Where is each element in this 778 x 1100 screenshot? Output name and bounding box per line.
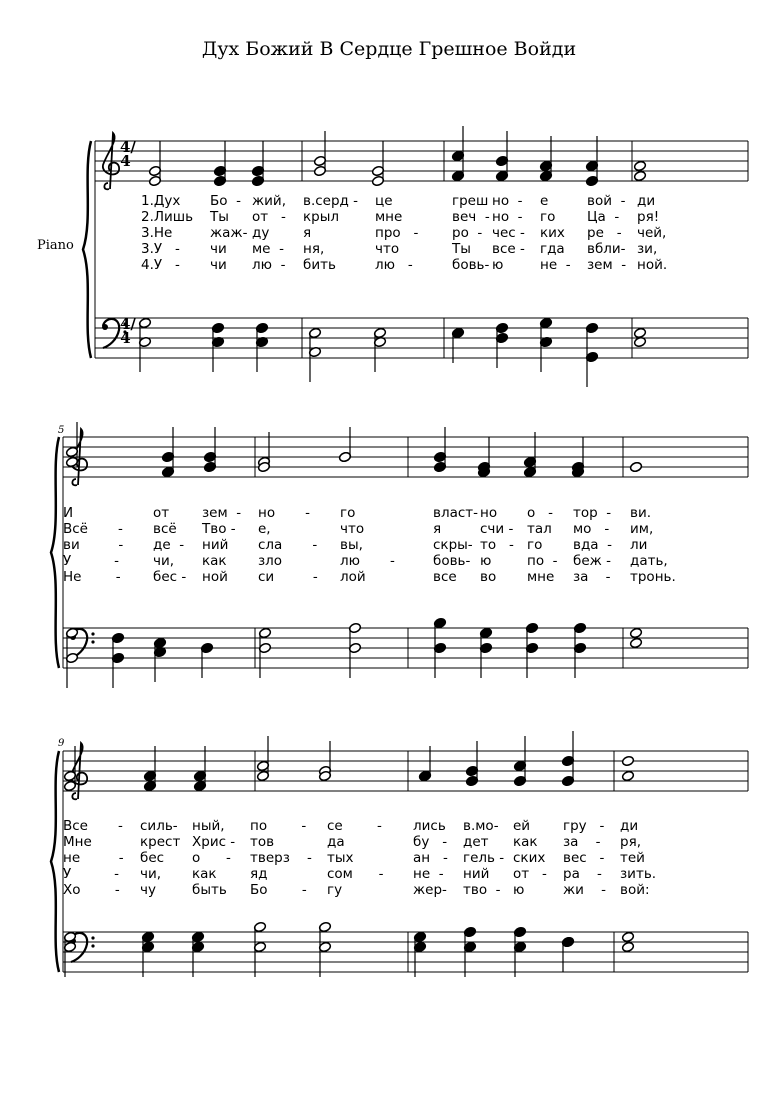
lyric-syllable: лой	[340, 569, 366, 585]
lyric-syllable: чи,	[153, 553, 175, 569]
lyric-syllable: Не -	[63, 569, 121, 585]
lyric-syllable: лись	[413, 818, 446, 834]
lyric-syllable: Мне	[63, 834, 92, 850]
lyric-syllable: го	[540, 209, 556, 225]
lyric-syllable: в.серд -	[303, 193, 359, 209]
lyric-syllable: от -	[513, 866, 547, 882]
lyric-syllable: Ты	[210, 209, 229, 225]
lyric-syllable: гру -	[563, 818, 605, 834]
lyric-syllable: жаж-	[210, 225, 248, 241]
lyric-syllable: быть	[192, 882, 227, 898]
brace	[51, 437, 59, 668]
lyric-syllable: чу	[140, 882, 156, 898]
lyric-syllable: но -	[258, 505, 310, 521]
lyric-syllable: ю	[513, 882, 525, 898]
measure-number: 5	[58, 425, 65, 436]
notehead	[629, 627, 642, 638]
lyric-syllable: бес -	[153, 569, 187, 585]
lyric-syllable: ю	[492, 257, 504, 273]
lyric-syllable: 3.Не	[141, 225, 173, 241]
lyric-syllable: вбли-	[587, 241, 626, 257]
lyric-syllable: всё	[153, 521, 177, 537]
lyric-syllable: ной	[202, 569, 228, 585]
instrument-label: Piano	[37, 238, 74, 253]
lyric-syllable: в.мо-	[463, 818, 499, 834]
lyric-syllable: Бо -	[210, 193, 241, 209]
lyric-syllable: ви.	[630, 505, 652, 521]
lyric-syllable: мне	[527, 569, 555, 585]
lyric-syllable: жий,	[252, 193, 287, 209]
lyric-syllable: го	[527, 537, 543, 553]
lyric-syllable: сла -	[258, 537, 318, 553]
lyric-syllable: ди	[620, 818, 639, 834]
lyric-syllable: 1.Дух	[141, 193, 181, 209]
brace	[83, 141, 91, 358]
lyric-syllable: тво -	[463, 882, 501, 898]
lyric-syllable: Хрис -	[192, 834, 236, 850]
lyric-syllable: за -	[573, 569, 611, 585]
lyric-syllable: греш	[452, 193, 489, 209]
bass-clef-dot	[91, 632, 94, 635]
lyric-syllable: чи,	[140, 866, 162, 882]
lyric-syllable: ли	[630, 537, 648, 553]
lyric-syllable: то -	[480, 537, 514, 553]
lyric-syllable: бу -	[413, 834, 448, 850]
lyric-syllable: яд	[250, 866, 268, 882]
lyric-syllable: ме -	[252, 241, 284, 257]
lyric-syllable: но -	[492, 209, 523, 225]
lyric-syllable: ра -	[563, 866, 602, 882]
lyric-syllable: бовь-	[452, 257, 490, 273]
lyric-syllable: лю -	[340, 553, 395, 569]
time-signature-bass: 4/4	[120, 315, 136, 347]
lyric-syllable: зить.	[620, 866, 657, 882]
notehead	[633, 327, 646, 338]
lyric-syllable: я	[303, 225, 312, 241]
lyric-syllable: ря!	[637, 209, 660, 225]
lyric-syllable: зи,	[637, 241, 658, 257]
time-signature-treble: 4/4	[120, 138, 136, 170]
lyric-syllable: Всё -	[63, 521, 123, 537]
lyric-syllable: зем -	[202, 505, 242, 521]
lyric-syllable: ских	[513, 850, 546, 866]
lyric-syllable: о -	[192, 850, 231, 866]
lyric-syllable: все	[433, 569, 457, 585]
lyric-syllable: от	[153, 505, 170, 521]
lyric-syllable: вес -	[563, 850, 605, 866]
lyric-syllable: сом -	[327, 866, 384, 882]
lyric-syllable: по -	[250, 818, 307, 834]
lyric-syllable: бовь-	[433, 553, 471, 569]
lyric-syllable: ви -	[63, 537, 124, 553]
notehead	[629, 637, 642, 648]
lyric-syllable: жи -	[563, 882, 606, 898]
lyric-syllable: скры-	[433, 537, 473, 553]
lyric-syllable: дет	[463, 834, 489, 850]
lyric-syllable: ре -	[587, 225, 622, 241]
notehead	[633, 170, 646, 181]
lyric-syllable: бес	[140, 850, 165, 866]
lyric-syllable: Ты	[452, 241, 471, 257]
lyric-syllable: де -	[153, 537, 185, 553]
lyric-syllable: счи -	[480, 521, 514, 537]
lyric-syllable: не -	[63, 850, 124, 866]
lyric-syllable: не -	[540, 257, 571, 273]
lyric-syllable: ан -	[413, 850, 448, 866]
lyric-syllable: лю -	[252, 257, 286, 273]
lyric-syllable: Бо -	[250, 882, 307, 898]
lyric-syllable: от -	[252, 209, 286, 225]
lyric-syllable: це	[375, 193, 393, 209]
lyric-syllable: тверз -	[250, 850, 312, 866]
lyric-syllable: тал	[527, 521, 552, 537]
lyric-syllable: да	[327, 834, 345, 850]
lyric-syllable: Хо -	[63, 882, 120, 898]
lyric-syllable: гда	[540, 241, 565, 257]
lyric-syllable: мне	[375, 209, 403, 225]
notehead	[633, 160, 646, 171]
lyric-syllable: все -	[492, 241, 525, 257]
lyric-syllable: тых	[327, 850, 354, 866]
lyric-syllable: У -	[63, 553, 120, 569]
lyric-syllable: мо -	[573, 521, 610, 537]
lyric-syllable: ний	[202, 537, 229, 553]
lyric-syllable: за -	[563, 834, 601, 850]
lyric-syllable: как	[202, 553, 227, 569]
notehead	[621, 755, 634, 766]
lyric-syllable: тронь.	[630, 569, 676, 585]
lyric-syllable: бить	[303, 257, 336, 273]
lyric-syllable: крыл	[303, 209, 340, 225]
lyric-syllable: чес -	[492, 225, 525, 241]
score-title: Дух Божий В Сердце Грешное Войди	[201, 38, 577, 60]
lyric-syllable: им,	[630, 521, 654, 537]
lyric-syllable: но	[480, 505, 498, 521]
lyric-syllable: ря,	[620, 834, 641, 850]
lyric-syllable: о -	[527, 505, 554, 521]
lyric-syllable: тов	[250, 834, 275, 850]
lyric-syllable: тор -	[573, 505, 612, 521]
lyric-syllable: зем -	[587, 257, 627, 273]
bass-clef-icon	[103, 319, 119, 348]
lyric-syllable: по -	[527, 553, 558, 569]
lyric-syllable: ной.	[637, 257, 668, 273]
brace	[51, 751, 59, 972]
lyric-syllable: чи	[210, 241, 227, 257]
lyric-syllable: не -	[413, 866, 444, 882]
notehead	[621, 770, 634, 781]
lyric-syllable: я	[433, 521, 442, 537]
bass-clef-dot	[91, 640, 94, 643]
lyric-syllable: го	[340, 505, 356, 521]
lyric-syllable: гель -	[463, 850, 505, 866]
lyric-syllable: Все -	[63, 818, 123, 834]
lyric-syllable: ких	[540, 225, 565, 241]
lyric-syllable: е,	[258, 521, 271, 537]
lyric-syllable: вда -	[573, 537, 613, 553]
lyric-syllable: е	[540, 193, 549, 209]
lyric-syllable: се -	[327, 818, 382, 834]
bass-clef-dot	[91, 936, 94, 939]
lyric-syllable: как	[513, 834, 538, 850]
notehead	[621, 931, 634, 942]
lyric-syllable: вы,	[340, 537, 363, 553]
measure-number: 9	[58, 738, 65, 749]
lyric-syllable: Тво -	[202, 521, 236, 537]
lyric-syllable: ду	[252, 225, 270, 241]
lyric-syllable: гу	[327, 882, 343, 898]
lyric-syllable: но -	[492, 193, 523, 209]
lyric-syllable: ный,	[192, 818, 225, 834]
lyric-syllable: лю -	[375, 257, 413, 273]
lyric-syllable: во	[480, 569, 497, 585]
lyric-syllable: дать,	[630, 553, 668, 569]
lyric-syllable: ня,	[303, 241, 325, 257]
lyric-syllable: тей	[620, 850, 645, 866]
bass-clef-dot	[102, 324, 108, 330]
lyric-syllable: И	[63, 505, 74, 521]
lyric-syllable: си -	[258, 569, 318, 585]
lyric-syllable: чей,	[637, 225, 667, 241]
lyric-syllable: что	[340, 521, 365, 537]
lyric-syllable: крест	[140, 834, 181, 850]
lyric-syllable: У -	[63, 866, 120, 882]
lyric-syllable: власт-	[433, 505, 479, 521]
lyric-syllable: ей	[513, 818, 531, 834]
lyric-syllable: жер-	[413, 882, 447, 898]
lyric-syllable: 2.Лишь	[141, 209, 194, 225]
lyric-syllable: ро -	[452, 225, 483, 241]
notehead	[621, 941, 634, 952]
lyric-syllable: вой -	[587, 193, 626, 209]
lyric-syllable: ний	[463, 866, 490, 882]
lyric-syllable: 4.У -	[141, 257, 180, 273]
lyric-syllable: как	[192, 866, 217, 882]
lyric-syllable: что	[375, 241, 400, 257]
lyric-syllable: веч -	[452, 209, 490, 225]
lyric-syllable: ди	[637, 193, 656, 209]
lyric-syllable: вой:	[620, 882, 650, 898]
bass-clef-dot	[91, 944, 94, 947]
lyric-syllable: Ца -	[587, 209, 620, 225]
lyric-syllable: чи	[210, 257, 227, 273]
lyric-syllable: беж -	[573, 553, 611, 569]
lyric-syllable: 3.У -	[141, 241, 180, 257]
lyric-syllable: ю	[480, 553, 492, 569]
notehead	[629, 461, 642, 472]
lyric-syllable: зло	[258, 553, 283, 569]
lyric-syllable: про -	[375, 225, 419, 241]
lyric-syllable: силь-	[140, 818, 178, 834]
